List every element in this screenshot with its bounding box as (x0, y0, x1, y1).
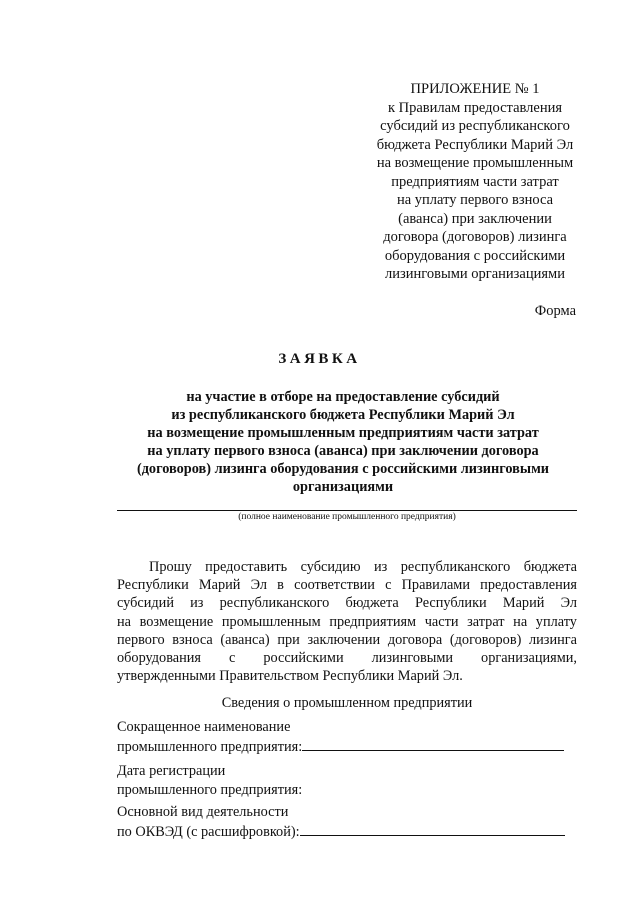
paragraph-line (117, 613, 577, 631)
okved-input-line[interactable] (300, 822, 565, 836)
word: оборудования (117, 650, 201, 667)
document-subtitle (110, 388, 576, 496)
appendix-line: субсидий из республиканского (380, 118, 570, 134)
subtitle-line: организациями (292, 479, 394, 495)
word: лизинговыми (371, 650, 454, 667)
word: Правилами (401, 577, 470, 594)
paragraph-line (117, 631, 577, 649)
word: в (277, 577, 284, 594)
appendix-line: на возмещение промышленным (376, 155, 574, 171)
word: части (424, 613, 459, 630)
word: с (228, 650, 236, 667)
form-label: Форма (534, 303, 576, 319)
field-label: промышленного предприятия: (117, 739, 303, 755)
appendix-line: к Правилам предоставления (387, 99, 563, 116)
word: российскими (263, 650, 344, 667)
company-name-caption: (полное наименование промышленного предприятия) (238, 512, 456, 522)
request-paragraph (117, 558, 577, 685)
subtitle-line: на уплату первого взноса (аванса) при заключении договора (147, 443, 539, 459)
appendix-line: на уплату первого взноса (396, 192, 554, 208)
word: соответствии (294, 577, 375, 594)
word: (договоров) (449, 631, 522, 648)
word: на (117, 613, 131, 630)
word: предприятиям (329, 613, 417, 630)
short-name-input-line[interactable] (302, 737, 564, 751)
section-heading: Сведения о промышленном предприятии (221, 695, 473, 711)
word: договора (387, 631, 443, 648)
word: Республики (117, 577, 189, 594)
subtitle-line: на возмещение промышленным предприятиям части затрат (147, 425, 539, 441)
appendix-block (350, 80, 600, 284)
appendix-line: бюджета Республики Марий Эл (376, 136, 574, 153)
word: организациями, (481, 650, 577, 667)
word: затрат (467, 613, 505, 630)
appendix-line: лизинговыми организациями (385, 266, 565, 282)
word: Прошу (149, 559, 192, 575)
paragraph-line (117, 649, 577, 667)
paragraph-line (117, 558, 577, 576)
appendix-line: ПРИЛОЖЕНИЕ № 1 (410, 81, 540, 97)
word: при (277, 631, 300, 648)
word: первого (117, 631, 165, 648)
word: заключении (307, 631, 381, 648)
field-label: Основной вид деятельности (117, 804, 289, 820)
paragraph-line (117, 576, 577, 594)
field-label: Сокращенное наименование (117, 719, 291, 735)
word: промышленным (221, 613, 321, 630)
appendix-line: договора (договоров) лизинга (383, 229, 567, 245)
word: на (513, 613, 528, 630)
word: взноса (172, 631, 213, 648)
paragraph-line (117, 594, 577, 612)
word: Эл (560, 595, 577, 612)
subtitle-line: из республиканского бюджета Республики Марий Эл (171, 407, 515, 423)
word: республиканского (400, 559, 511, 575)
short-name-field (117, 718, 564, 757)
company-name-fill-line[interactable] (117, 510, 577, 511)
word: Эл (250, 577, 267, 594)
subtitle-line: на участие в отборе на предоставление субсидий (186, 389, 500, 405)
word: Марий (502, 595, 545, 612)
subtitle-line: (договоров) лизинга оборудования с российскими лизинговыми (136, 461, 550, 477)
okved-field (117, 803, 565, 842)
document-title: ЗАЯВКА (278, 351, 361, 367)
word: лизинга (529, 631, 577, 648)
field-label: промышленного предприятия: (117, 782, 303, 798)
registration-date-field (117, 762, 302, 800)
word: возмещение (139, 613, 214, 630)
word: бюджета (523, 559, 577, 575)
word: Республики (414, 595, 487, 612)
field-label: по ОКВЭД (с расшифровкой): (117, 824, 300, 840)
word: республиканского (219, 595, 330, 612)
appendix-line: оборудования с российскими (384, 247, 566, 264)
paragraph-line: утвержденными Правительством Республики Марий Эл. (117, 668, 463, 685)
field-label: Дата регистрации (117, 763, 226, 779)
word: с (385, 577, 392, 594)
word: предоставления (480, 577, 577, 594)
appendix-line: предприятиям части затрат (391, 173, 559, 190)
appendix-line: (аванса) при заключении (398, 210, 552, 227)
word: бюджета (345, 595, 399, 612)
word: предоставить (205, 559, 288, 575)
word: из (373, 559, 388, 575)
word: уплату (535, 613, 577, 630)
word: (аванса) (220, 631, 270, 648)
word: субсидию (300, 559, 361, 575)
word: из (190, 595, 204, 612)
word: Марий (198, 577, 241, 594)
word: субсидий (117, 595, 174, 612)
